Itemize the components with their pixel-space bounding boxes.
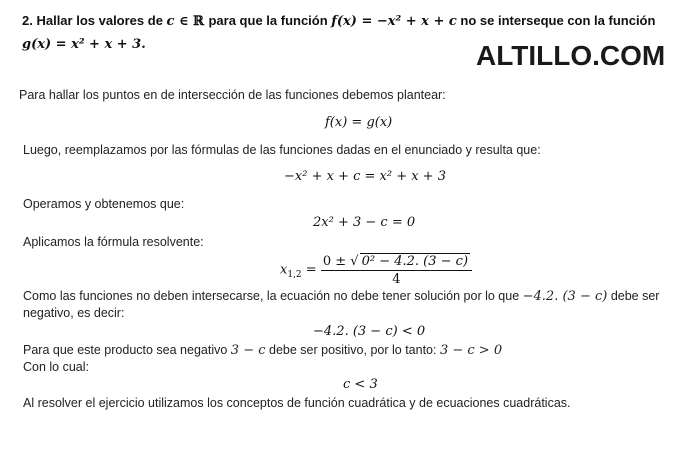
problem-text-c: no se interseque con la función [460,13,656,28]
eq4-fraction [321,253,472,287]
problem-set: ∈ ℝ [174,14,209,29]
problem-g-def: g(x) = x² + x + 3. [22,37,146,52]
no-solution-text [23,289,659,304]
product-text [23,343,502,358]
equation-1: f(x) = g(x) [325,115,393,130]
conclusion-text: Al resolver el ejercicio utilizamos los conceptos de función cuadrática y de ecuaciones cuadráticas. [23,396,571,410]
equation-2: −x² + x + c = x² + x + 3 [284,169,446,184]
problem-number: 2. [22,13,33,28]
equation-3: 2x² + 3 − c = 0 [313,215,416,230]
no-solution-b: debe ser [610,289,660,303]
eq4-sub: 1,2 [287,270,302,281]
product-a: Para que este producto sea negativo [23,343,228,357]
so-text: Con lo cual: [23,360,90,374]
problem-f-def: f(x) = −x² + x + c [331,14,457,29]
watermark-logo: ALTILLO.COM [476,40,666,71]
formula-intro-text: Aplicamos la fórmula resolvente: [23,235,204,249]
equation-5: −4.2. (3 − c) < 0 [313,324,426,339]
product-b: debe ser positivo, por lo tanto: [269,343,437,357]
problem-var-c: c [166,14,175,29]
no-solution-c: negativo, es decir: [23,306,125,320]
eq4-num-a: 0 ± [322,254,351,269]
eq4-numerator: 0 ± √ 0² − 4.2. (3 − c) [321,253,472,271]
problem-text-b: para que la función [208,13,328,28]
equation-6: c < 3 [343,377,378,392]
product-expr: 3 − c [230,343,266,358]
intro-text: Para hallar los puntos en de intersección de las funciones debemos plantear: [19,88,446,102]
no-solution-a: Como las funciones no deben intersecarse, la ecuación no debe tener solución por lo que [23,289,520,303]
replace-text: Luego, reemplazamos por las fórmulas de las funciones dadas en el enunciado y resulta que: [23,143,541,157]
product-result: 3 − c > 0 [439,343,503,358]
problem-text-a: Hallar los valores de [36,13,163,28]
equation-4: $x_{1,2}$ = $\frac{\text{0 ± √ 0² − 4.2. (3 − c)}}{4}$ [280,253,472,287]
eq4-sqrt: 0² − 4.2. (3 − c) [361,254,469,269]
eq4-lhs: x [280,262,288,278]
operate-text: Operamos y obtenemos que: [23,197,185,211]
no-solution-expr: −4.2. (3 − c) [522,289,608,304]
eq4-denominator: 4 [392,272,401,287]
